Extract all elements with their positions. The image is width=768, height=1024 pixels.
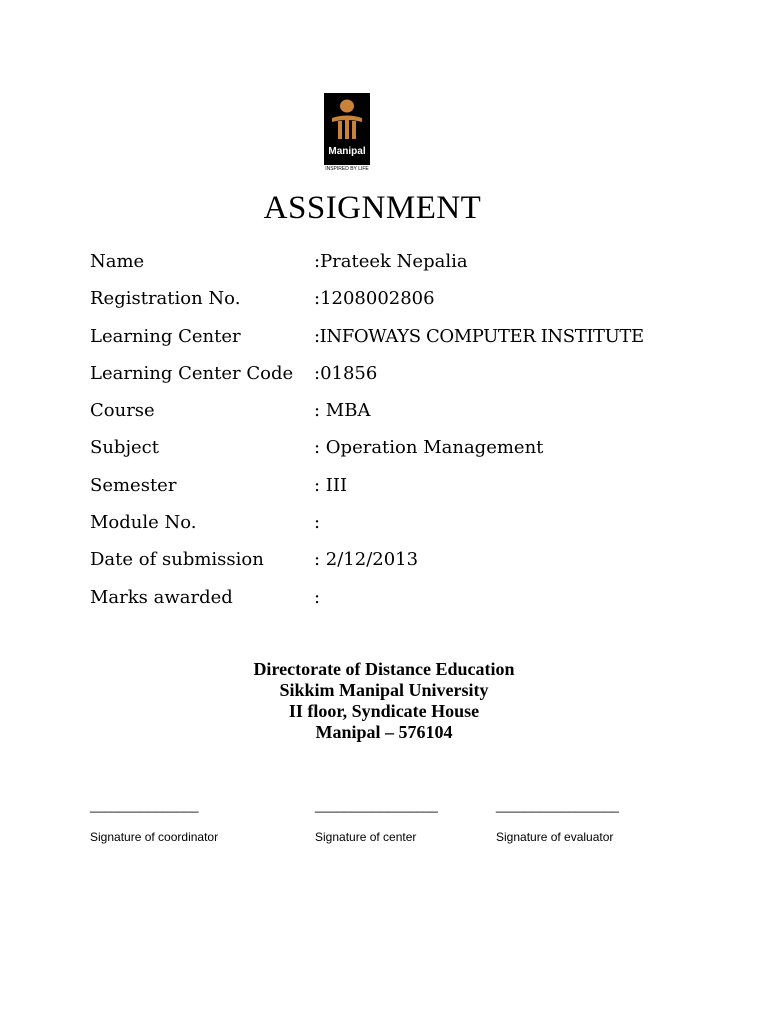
field-value: : 2/12/2013: [314, 549, 419, 571]
assignment-fields: [90, 249, 740, 622]
signature-center: [315, 797, 438, 845]
address-block: [0, 659, 768, 743]
field-row-module: [90, 510, 740, 547]
field-row-learning-center: [90, 324, 740, 361]
address-line: Directorate of Distance Education: [253, 659, 515, 679]
field-label: Date of submission: [90, 549, 264, 571]
signature-line: _________________: [496, 798, 619, 813]
field-value: :1208002806: [314, 288, 435, 310]
field-label: Learning Center: [90, 325, 241, 347]
field-row-subject: [90, 435, 740, 472]
field-value: :: [314, 512, 321, 534]
field-value: : Operation Management: [314, 437, 544, 459]
signature-label: Signature of evaluator: [496, 830, 614, 844]
signature-coordinator: [90, 797, 218, 845]
address-line: Manipal – 576104: [315, 722, 453, 742]
field-value: : MBA: [314, 400, 371, 422]
page-title: ASSIGNMENT: [263, 190, 482, 226]
field-value: : III: [314, 474, 348, 496]
field-row-course: [90, 398, 740, 435]
field-row-marks-awarded: [90, 585, 740, 622]
signature-evaluator: [496, 797, 619, 845]
logo-text: Manipal: [328, 146, 366, 157]
signature-label: Signature of coordinator: [90, 830, 219, 844]
field-label: Semester: [90, 474, 177, 496]
field-value: :Prateek Nepalia: [314, 251, 468, 272]
address-line: Sikkim Manipal University: [279, 680, 489, 700]
field-label: Module No.: [90, 512, 197, 534]
field-value: :01856: [314, 362, 378, 384]
field-label: Subject: [90, 437, 159, 459]
field-label: Course: [90, 400, 155, 422]
field-row-semester: [90, 473, 740, 510]
field-value: :INFOWAYS COMPUTER INSTITUTE: [314, 325, 644, 347]
field-label: Name: [90, 251, 145, 272]
logo-tagline: INSPIRED BY LIFE: [325, 166, 369, 172]
manipal-logo-icon: [324, 93, 370, 145]
field-row-learning-center-code: [90, 361, 740, 398]
field-row-name: [90, 249, 740, 286]
signature-line: _______________: [90, 798, 199, 813]
signature-label: Signature of center: [315, 830, 417, 844]
field-label: Registration No.: [90, 288, 241, 310]
signature-line: _________________: [315, 798, 438, 813]
field-label: Learning Center Code: [90, 362, 294, 384]
field-label: Marks awarded: [90, 586, 233, 608]
field-row-registration: [90, 286, 740, 323]
field-value: :: [314, 586, 321, 608]
manipal-logo: [324, 93, 370, 165]
field-row-date-of-submission: [90, 547, 740, 584]
address-line: II floor, Syndicate House: [288, 701, 480, 721]
